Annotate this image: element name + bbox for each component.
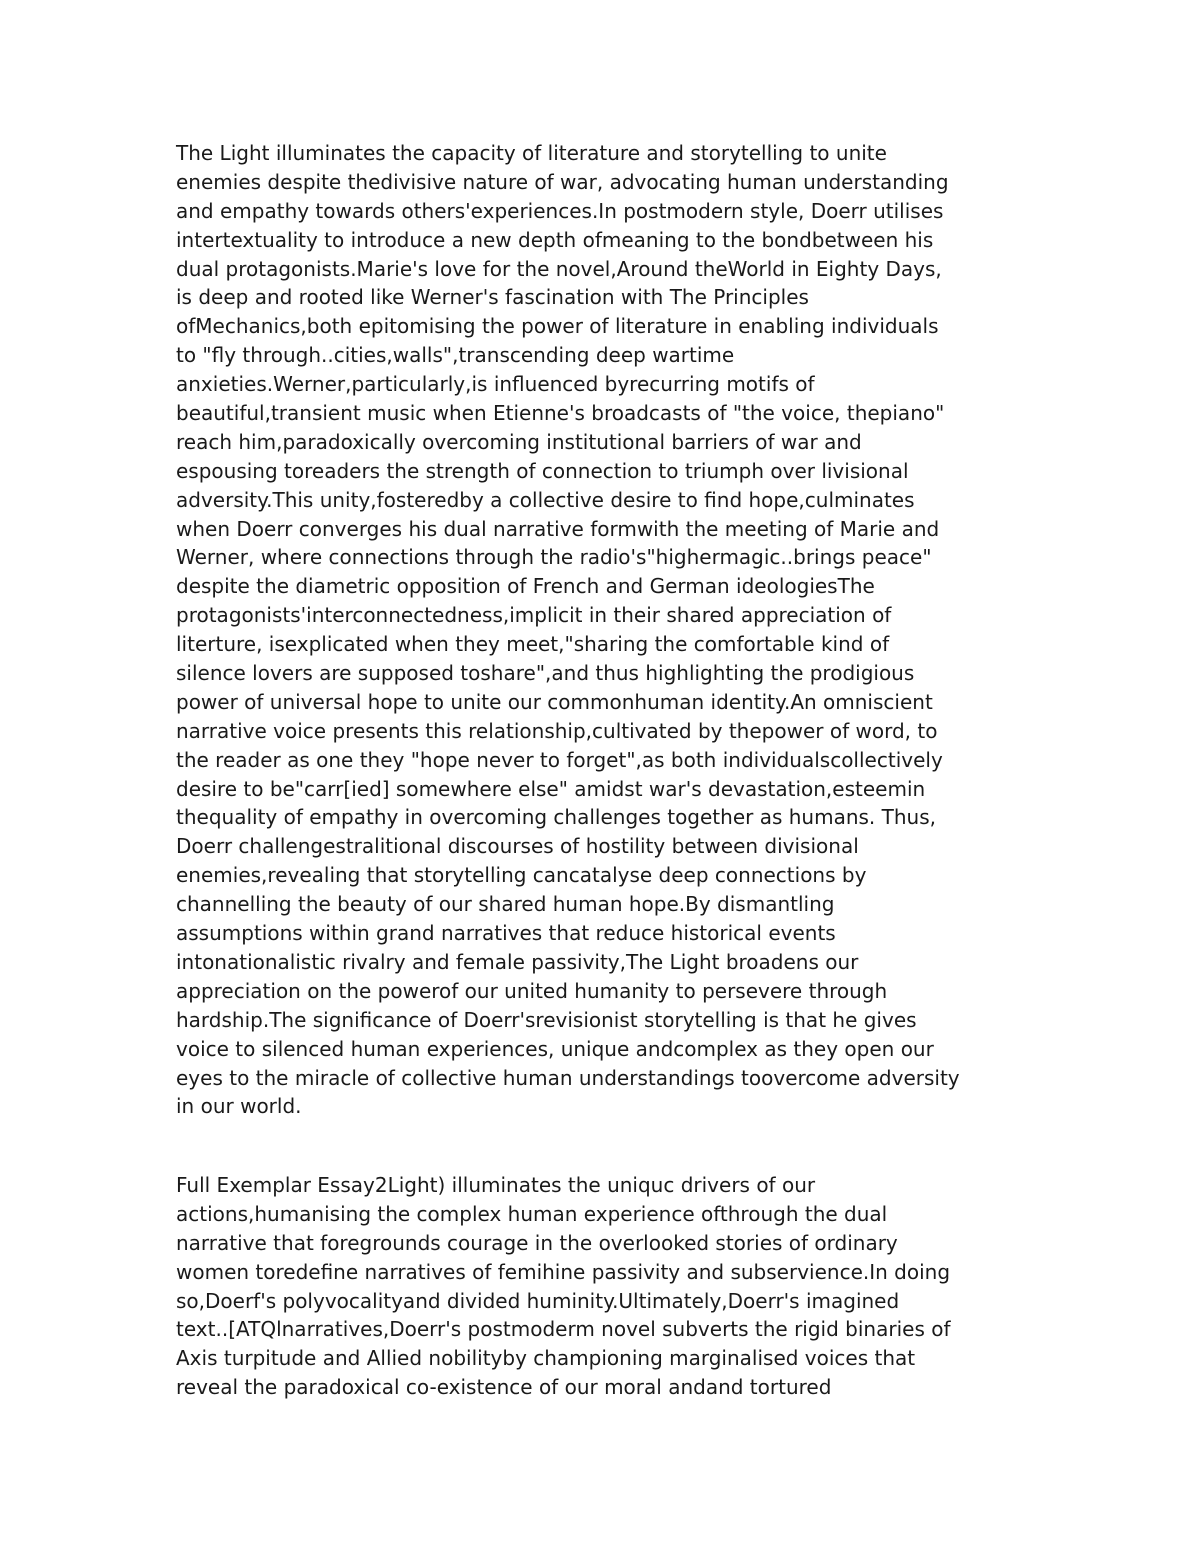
text-line: reach him,paradoxically overcoming institutional barriers of war and <box>176 429 862 454</box>
text-line: thequality of empathy in overcoming challenges together as humans. Thus, <box>176 805 936 830</box>
text-line: the reader as one they "hope never to forget",as both individualscollectively <box>176 747 943 772</box>
text-line: text..[ATQlnarratives,Doerr's postmoderm novel subverts the rigid binaries of <box>176 1317 951 1342</box>
text-line: narrative voice presents this relationship,cultivated by thepower of word, to <box>176 718 938 743</box>
text-line: reveal the paradoxical co-existence of our moral andand tortured <box>176 1375 832 1400</box>
essay-paragraph-1 <box>176 139 1036 1121</box>
text-line: adversity.This unity,fosteredby a collective desire to find hope,culminates <box>176 487 915 512</box>
text-line: enemies despite thedivisive nature of war, advocating human understanding <box>176 169 949 194</box>
text-line: literture, isexplicated when they meet,"sharing the comfortable kind of <box>176 632 890 657</box>
text-line: when Doerr converges his dual narrative formwith the meeting of Marie and <box>176 516 940 541</box>
text-line: protagonists'interconnectedness,implicit in their shared appreciation of <box>176 603 892 628</box>
text-line: channelling the beauty of our shared human hope.By dismantling <box>176 892 835 917</box>
text-line: anxieties.Werner,particularly,is influenced byrecurring motifs of <box>176 372 815 397</box>
text-line: is deep and rooted like Werner's fascination with The Principles <box>176 285 809 310</box>
text-line: power of universal hope to unite our commonhuman identity.An omniscient <box>176 689 933 714</box>
text-line: ofMechanics,both epitomising the power of literature in enabling individuals <box>176 314 939 339</box>
text-line: women toredefine narratives of femihine passivity and subservience.In doing <box>176 1259 951 1284</box>
text-line: desire to be"carr[ied] somewhere else" amidst war's devastation,esteemin <box>176 776 926 801</box>
text-line: to "fly through..cities,walls",transcending deep wartime <box>176 343 735 368</box>
text-line: Werner, where connections through the radio's"highermagic..brings peace" <box>176 545 932 570</box>
text-line: dual protagonists.Marie's love for the novel,Around theWorld in Eighty Days, <box>176 256 942 281</box>
text-line: silence lovers are supposed toshare",and thus highlighting the prodigious <box>176 661 915 686</box>
text-line: The Light illuminates the capacity of literature and storytelling to unite <box>176 141 887 165</box>
text-line: espousing toreaders the strength of connection to triumph over livisional <box>176 458 909 483</box>
text-line: despite the diametric opposition of French and German ideologiesThe <box>176 574 875 599</box>
text-line: actions,humanising the complex human experience ofthrough the dual <box>176 1201 888 1226</box>
text-line: and empathy towards others'experiences.In postmodern style, Doerr utilises <box>176 198 944 223</box>
text-line: Doerr challengestralitional discourses of hostility between divisional <box>176 834 859 859</box>
text-line: Full Exemplar Essay2Light) illuminates the uniquc drivers of our <box>176 1173 816 1197</box>
text-line: narrative that foregrounds courage in the overlooked stories of ordinary <box>176 1230 898 1255</box>
text-line: so,Doerf's polyvocalityand divided huminity.Ultimately,Doerr's imagined <box>176 1288 900 1313</box>
text-line: in our world. <box>176 1094 302 1119</box>
text-line: appreciation on the powerof our united humanity to persevere through <box>176 978 888 1003</box>
text-line: intertextuality to introduce a new depth ofmeaning to the bondbetween his <box>176 227 934 252</box>
text-line: enemies,revealing that storytelling cancatalyse deep connections by <box>176 863 867 888</box>
text-line: voice to silenced human experiences, unique andcomplex as they open our <box>176 1036 934 1061</box>
text-line: intonationalistic rivalry and female passivity,The Light broadens our <box>176 949 859 974</box>
text-line: beautiful,transient music when Etienne's broadcasts of "the voice, thepiano" <box>176 401 945 426</box>
essay-paragraph-2 <box>176 1171 1036 1402</box>
text-line: hardship.The significance of Doerr'srevisionist storytelling is that he gives <box>176 1007 917 1032</box>
text-line: eyes to the miracle of collective human understandings toovercome adversity <box>176 1065 960 1090</box>
text-line: Axis turpitude and Allied nobilityby championing marginalised voices that <box>176 1346 916 1371</box>
text-line: assumptions within grand narratives that reduce historical events <box>176 921 836 946</box>
